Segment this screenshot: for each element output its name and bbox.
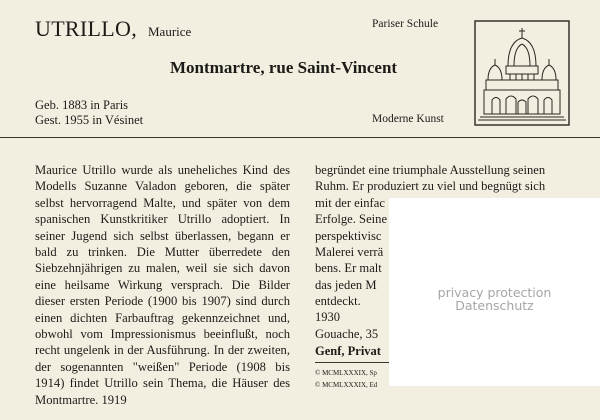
artist-surname: UTRILLO,: [35, 16, 137, 41]
biography-line: das jeden M: [315, 277, 377, 292]
privacy-overlay-text: [389, 286, 600, 312]
sacre-coeur-basilica-icon: [474, 20, 570, 126]
biography-line: entdeckt.: [315, 294, 361, 309]
death-info: Gest. 1955 in Vésinet: [35, 113, 144, 127]
birth-info: Geb. 1883 in Paris: [35, 98, 129, 112]
biography-line: bens. Er malt: [315, 261, 382, 276]
artwork-title: Montmartre, rue Saint-Vincent: [170, 58, 398, 77]
header-divider: [0, 137, 600, 138]
privacy-line: privacy protection: [437, 285, 552, 300]
biography-text: Maurice Utrillo wurde als uneheliches Kind des Modells Suzanne Valadon geboren, die später selbst hervorragend Malte, und später von dem spanischen Kunstkritiker Utrillo adoptiert. In seiner Jugend sich selbst überlassen, begann er bald zu trinken. Die Mutter überredete den Siebzehnjährigen zu malen, weil sie sich davon eine heilsame Wirkung versprach. Die Bilder dieser ersten Periode (1900 bis 1907) sind durch einen dichten Farbauftrag gekennzeichnet und, obwohl vom Impressionismus beeinflußt, noch recht ungelenk in der Ausführung. In der zweiten, der sogenannten "weißen" Periode (1908 bis 1914) findet Utrillo sein Thema, die Häuser des Montmartre. 1919: [35, 163, 290, 407]
privacy-line: Datenschutz: [455, 298, 534, 313]
copyright-line: © MCMLXXXIX, Sp: [315, 369, 377, 377]
biography-line: Ruhm. Er produziert zu viel und begnügt sich: [315, 179, 546, 194]
biography-line: Malerei verrä: [315, 245, 384, 260]
artwork-location: Genf, Privat: [315, 344, 381, 358]
biography-line: mit der einfac: [315, 195, 385, 210]
artwork-medium: Gouache, 35: [315, 327, 379, 341]
biography-line: perspektivisc: [315, 228, 382, 243]
biography-column-left: [35, 162, 290, 408]
artist-firstname: Maurice: [148, 24, 192, 39]
copyright-line: © MCMLXXXIX, Ed: [315, 381, 378, 389]
art-school-label: Pariser Schule: [372, 18, 439, 30]
biography-line: Erfolge. Seine: [315, 212, 388, 227]
artwork-year: 1930: [315, 310, 340, 324]
category-label: Moderne Kunst: [372, 113, 444, 125]
biography-line: begründet eine triumphale Ausstellung seinen: [315, 163, 546, 177]
